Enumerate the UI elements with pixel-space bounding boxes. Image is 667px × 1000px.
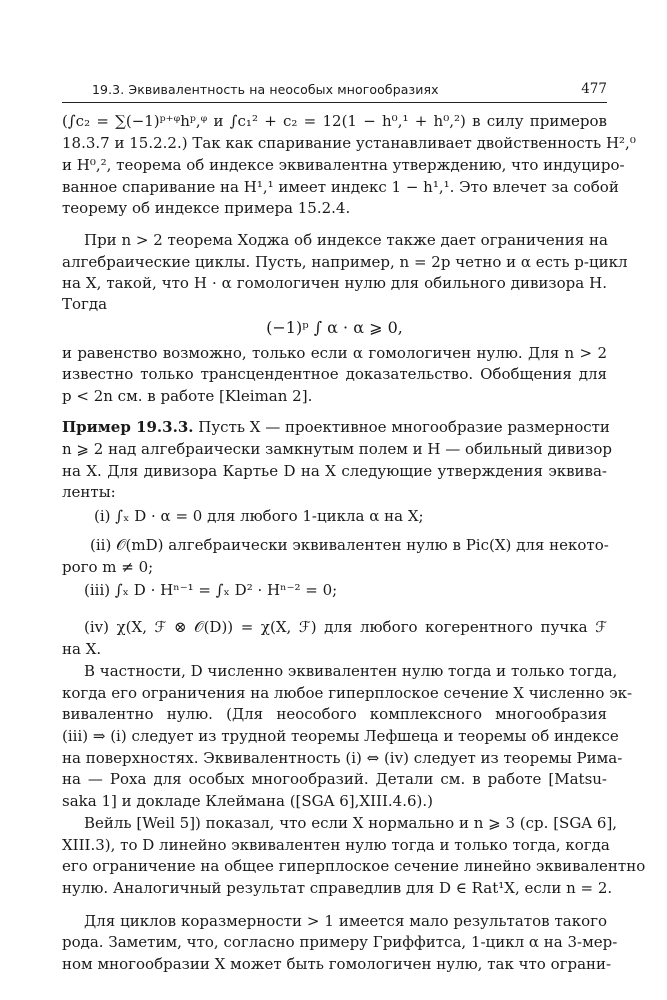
- text-line: Тогда: [62, 295, 108, 313]
- example-text: Пусть X — проективное многообразие размерности: [198, 418, 610, 436]
- text-line: на X. Для дивизора Картье D на X следующие утверждения эквива-: [62, 462, 607, 480]
- text-line: ленты:: [62, 483, 116, 501]
- text-line: когда его ограничения на любое гиперплоское сечение X численно эк-: [62, 684, 633, 702]
- text-line: Вейль [Weil 5]) показал, что если X нормально и n ⩾ 3 (ср. [SGA 6],: [84, 814, 618, 832]
- text-line: Для циклов коразмерности > 1 имеется мало результатов такого: [84, 912, 607, 930]
- text-line: ном многообразии X может быть гомологичен нулю, так что ограни-: [62, 955, 612, 973]
- text-line: и равенство возможно, только если α гомологичен нулю. Для n > 2: [62, 344, 607, 362]
- text-line: рого m ≠ 0;: [62, 558, 154, 576]
- text-line: известно только трансцендентное доказательство. Обобщения для: [62, 365, 607, 383]
- example-item-iii: (iii) ∫ₓ D · Hⁿ⁻¹ = ∫ₓ D² · Hⁿ⁻² = 0;: [84, 581, 338, 599]
- example-title: Пример 19.3.3.: [62, 418, 194, 436]
- text-line: n ⩾ 2 над алгебраически замкнутым полем и H — обильный дивизор: [62, 440, 612, 458]
- text-line: (iii) ⇒ (i) следует из трудной теоремы Лефшеца и теоремы об индексе: [62, 727, 619, 745]
- text-line: В частности, D численно эквивалентен нулю тогда и только тогда,: [84, 662, 618, 680]
- text-line: рода. Заметим, что, согласно примеру Гриффитса, 1-цикл α на 3-мер-: [62, 933, 618, 951]
- text-line: XIII.3), то D линейно эквивалентен нулю тогда и только тогда, когда: [62, 836, 610, 854]
- text-line: 18.3.7 и 15.2.2.) Так как спаривание устанавливает двойственность H²,⁰: [62, 134, 636, 152]
- text-line: алгебраические циклы. Пусть, например, n = 2p четно и α есть p-цикл: [62, 253, 628, 271]
- text-line: вивалентно нулю. (Для неособого комплексного многообразия: [62, 705, 607, 723]
- text-line: (∫c₂ = ∑(−1)ᵖ⁺ᵠhᵖ,ᵠ и ∫c₁² + c₂ = 12(1 − h⁰,¹ + h⁰,²) в силу примеров: [62, 112, 607, 130]
- text-line: на поверхностях. Эквивалентность (i) ⇔ (iv) следует из теоремы Рима-: [62, 749, 623, 767]
- running-header: [62, 80, 607, 103]
- text-line: saka 1] и докладе Клеймана ([SGA 6],XIII.4.6).): [62, 792, 433, 810]
- running-title: 19.3. Эквивалентность на неособых многообразиях: [92, 82, 439, 97]
- display-formula: (−1)ᵖ ∫ α · α ⩾ 0,: [266, 318, 403, 337]
- text-line: p < 2n см. в работе [Kleiman 2].: [62, 387, 313, 405]
- text-line: на X.: [62, 640, 102, 658]
- text-line: и H⁰,², теорема об индексе эквивалентна утверждению, что индуциро-: [62, 156, 625, 174]
- example-item-ii: (ii) 𝒪(mD) алгебраически эквивалентен нулю в Pic(X) для некото-: [90, 536, 609, 554]
- text-line: нулю. Аналогичный результат справедлив для D ∈ Rat¹X, если n = 2.: [62, 879, 613, 897]
- text-line: теорему об индексе примера 15.2.4.: [62, 199, 351, 217]
- example-heading-line: [62, 417, 610, 437]
- text-line: на X, такой, что H · α гомологичен нулю для обильного дивизора H.: [62, 274, 607, 292]
- text-line: его ограничение на общее гиперплоское сечение линейно эквивалентно: [62, 857, 646, 875]
- example-item-iv: (iv) χ(X, ℱ ⊗ 𝒪(D)) = χ(X, ℱ) для любого когерентного пучка ℱ: [84, 618, 607, 636]
- text-line: на — Роха для особых многообразий. Детали см. в работе [Matsu-: [62, 770, 607, 788]
- text-line: При n > 2 теорема Ходжа об индексе также дает ограничения на: [84, 231, 608, 249]
- page-number: 477: [581, 81, 607, 97]
- example-item-i: (i) ∫ₓ D · α = 0 для любого 1-цикла α на X;: [94, 507, 424, 525]
- text-line: ванное спаривание на H¹,¹ имеет индекс 1 − h¹,¹. Это влечет за собой: [62, 178, 619, 196]
